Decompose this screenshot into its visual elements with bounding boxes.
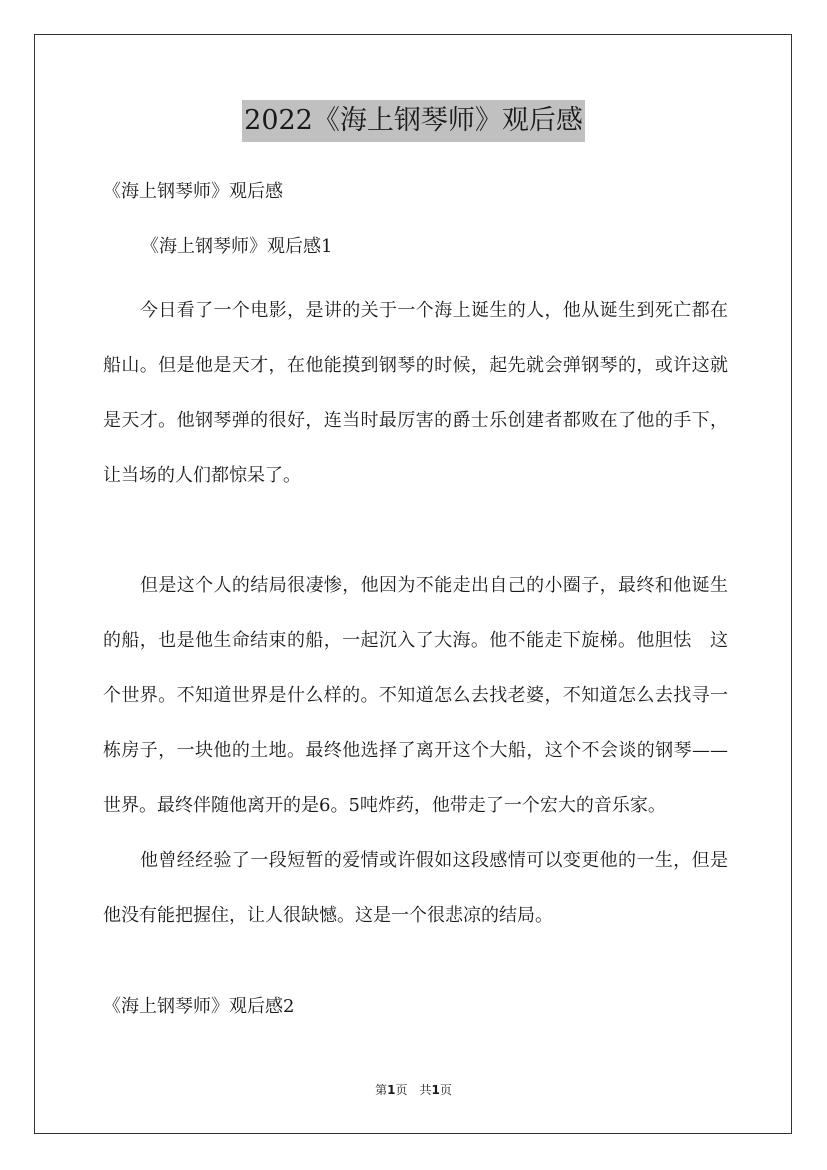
paragraph-2: 但是这个人的结局很凄惨，他因为不能走出自己的小圈子，最终和他诞生的船，也是他生命结束的船，一起沉入了大海。他不能走下旋梯。他胆怯 这个世界。不知道世界是什么样的。不知道怎么去找老婆，不知道怎么去找寻一栋房子，一块他的土地。最终他选择了离开这个大船，这个不会谈的钢琴——世界。最终伴随他离开的是6。5吨炸药，他带走了一个宏大的音乐家。 [103,575,728,816]
page-total: 1 [431,1083,440,1097]
title-wrap [0,100,827,142]
section-heading-1: 《海上钢琴师》观后感1 [141,236,333,257]
page-label-prefix: 第 [375,1083,388,1097]
document-subtitle: 《海上钢琴师》观后感 [103,181,283,202]
document-title: 2022《海上钢琴师》观后感 [242,100,585,142]
page-footer [0,1082,827,1098]
paragraph-1: 今日看了一个电影，是讲的关于一个海上诞生的人，他从诞生到死亡都在船山。但是他是天才，在他能摸到钢琴的时候，起先就会弹钢琴的，或许这就是天才。他钢琴弹的很好，连当时最厉害的爵士乐创建者都败在了他的手下，让当场的人们都惊呆了。 [103,300,728,486]
section-heading-2: 《海上钢琴师》观后感2 [103,996,295,1017]
page-label-suffix: 页 [439,1083,452,1097]
page-label-mid: 页 共 [395,1083,432,1097]
paragraph-gap [103,503,728,558]
paragraph-3: 他曾经经验了一段短暂的爱情或许假如这段感情可以变更他的一生，但是他没有能把握住，让人很缺憾。这是一个很悲凉的结局。 [103,850,728,926]
page-current: 1 [387,1083,396,1097]
body-text [103,283,728,943]
